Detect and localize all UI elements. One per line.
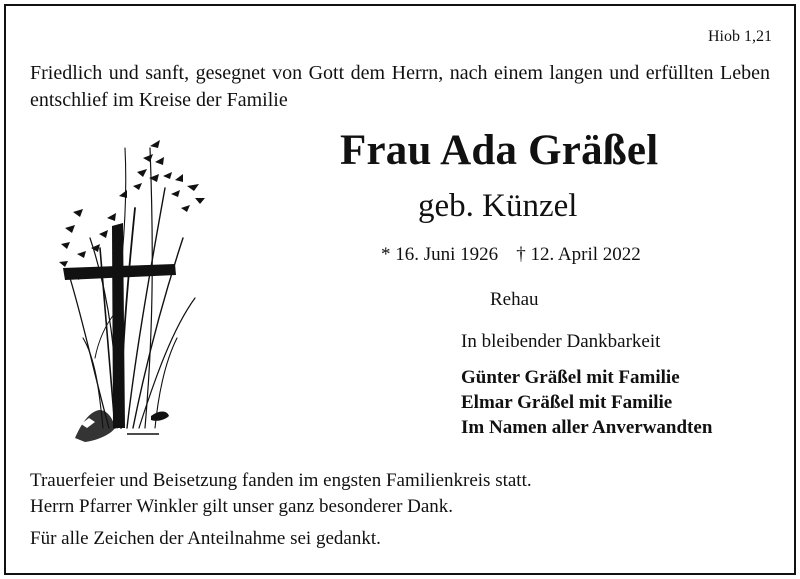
birth-name: geb. Künzel <box>418 188 578 224</box>
bible-reference: Hiob 1,21 <box>708 28 772 45</box>
footer-line: Herrn Pfarrer Winkler gilt unser ganz besonderer Dank. <box>30 496 454 517</box>
ceremony-note <box>30 468 532 520</box>
mourners-intro: In bleibender Dankbarkeit <box>461 331 661 352</box>
place: Rehau <box>490 289 539 310</box>
footer-line: Trauerfeier und Beisetzung fanden im engsten Familienkreis statt. <box>30 470 532 491</box>
mourner-name: Elmar Gräßel mit Familie <box>461 392 673 413</box>
mourner-name: Im Namen aller Anverwandten <box>461 417 713 438</box>
closing-line: Für alle Zeichen der Anteilnahme sei gedankt. <box>30 528 381 549</box>
intro-text: Friedlich und sanft, gesegnet von Gott dem Herrn, nach einem langen und erfüllten Leben entschlief im Kreise der Familie <box>30 62 770 111</box>
death-date: † 12. April 2022 <box>516 244 641 265</box>
mourners-list <box>461 365 712 440</box>
life-dates <box>381 244 641 266</box>
deceased-name: Frau Ada Gräßel <box>340 127 659 174</box>
cross-with-grasses-icon <box>55 128 220 453</box>
birth-date: * 16. Juni 1926 <box>381 244 499 265</box>
mourner-name: Günter Gräßel mit Familie <box>461 367 680 388</box>
